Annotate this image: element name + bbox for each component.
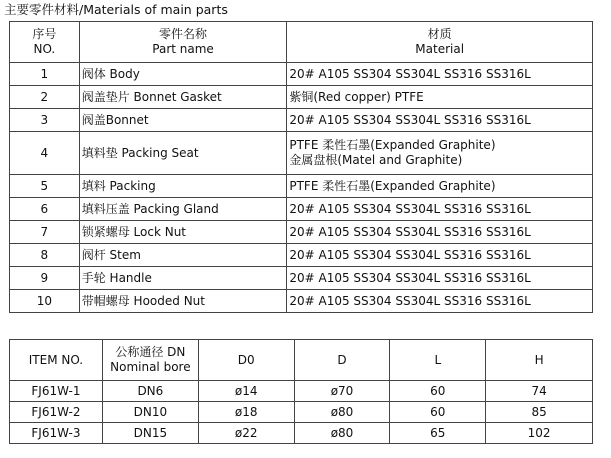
dimension-row — [10, 381, 593, 402]
dimension-row — [10, 402, 593, 423]
header-material-cn: 材质 — [427, 27, 452, 41]
material-row — [10, 267, 593, 290]
material-row — [10, 109, 593, 132]
header-dn-en: Nominal bore — [110, 360, 191, 374]
material-text: PTFE 柔性石墨(Expanded Graphite) — [289, 138, 496, 152]
part-name: 阀杆 Stem — [79, 244, 287, 267]
material-text: 20# A105 SS304 SS304L SS316 SS316L — [289, 247, 531, 262]
material-text: PTFE 柔性石墨(Expanded Graphite) — [289, 178, 496, 193]
material-row — [10, 86, 593, 109]
section-heading: 主要零件材料/Materials of main parts — [4, 2, 228, 17]
header-h: H — [486, 340, 593, 381]
part-name: 填料 Packing — [79, 175, 287, 198]
cell-h: 74 — [486, 381, 593, 402]
row-number: 1 — [10, 63, 80, 86]
material-cell — [287, 175, 593, 198]
material-row — [10, 63, 593, 86]
cell-d0: ø14 — [198, 381, 294, 402]
header-no-en: NO. — [33, 42, 56, 56]
cell-dn: DN15 — [102, 423, 198, 444]
row-number: 2 — [10, 86, 80, 109]
part-name: 填料垫 Packing Seat — [79, 132, 287, 175]
material-cell — [287, 244, 593, 267]
material-row — [10, 244, 593, 267]
material-text: 金属盘根(Matel and Graphite) — [289, 153, 463, 167]
material-cell — [287, 109, 593, 132]
header-d: D — [294, 340, 390, 381]
material-row — [10, 132, 593, 175]
part-name: 阀体 Body — [79, 63, 287, 86]
cell-d0: ø22 — [198, 423, 294, 444]
cell-l: 65 — [390, 423, 486, 444]
header-part-cn: 零件名称 — [159, 27, 208, 41]
dimension-row — [10, 423, 593, 444]
material-cell — [287, 198, 593, 221]
part-name: 阀盖垫片 Bonnet Gasket — [79, 86, 287, 109]
cell-item: FJ61W-1 — [10, 381, 103, 402]
material-cell — [287, 63, 593, 86]
materials-table — [9, 21, 593, 313]
row-number: 5 — [10, 175, 80, 198]
row-number: 10 — [10, 290, 80, 313]
cell-h: 102 — [486, 423, 593, 444]
material-cell — [287, 221, 593, 244]
cell-d: ø80 — [294, 402, 390, 423]
material-text: 20# A105 SS304 SS304L SS316 SS316L — [289, 66, 531, 81]
material-text: 20# A105 SS304 SS304L SS316 SS316L — [289, 270, 531, 285]
header-material-en: Material — [415, 42, 465, 56]
material-row — [10, 221, 593, 244]
cell-item: FJ61W-2 — [10, 402, 103, 423]
header-part-en: Part name — [152, 42, 214, 56]
header-item-no: ITEM NO. — [10, 340, 103, 381]
header-part-name — [79, 22, 287, 63]
material-text: 紫铜(Red copper) PTFE — [289, 89, 424, 104]
cell-h: 85 — [486, 402, 593, 423]
part-name: 阀盖Bonnet — [79, 109, 287, 132]
material-cell — [287, 290, 593, 313]
cell-d0: ø18 — [198, 402, 294, 423]
header-l: L — [390, 340, 486, 381]
part-name: 手轮 Handle — [79, 267, 287, 290]
header-no-cn: 序号 — [32, 27, 57, 41]
material-cell — [287, 86, 593, 109]
cell-l: 60 — [390, 381, 486, 402]
part-name: 带帽螺母 Hooded Nut — [79, 290, 287, 313]
dimensions-table — [9, 339, 593, 444]
row-number: 3 — [10, 109, 80, 132]
cell-dn: DN10 — [102, 402, 198, 423]
header-d0: D0 — [198, 340, 294, 381]
row-number: 4 — [10, 132, 80, 175]
header-dn-cn: 公称通径 DN — [115, 345, 186, 359]
part-name: 填料压盖 Packing Gland — [79, 198, 287, 221]
cell-item: FJ61W-3 — [10, 423, 103, 444]
cell-dn: DN6 — [102, 381, 198, 402]
row-number: 9 — [10, 267, 80, 290]
row-number: 6 — [10, 198, 80, 221]
material-row — [10, 198, 593, 221]
material-row — [10, 290, 593, 313]
materials-header-row — [10, 22, 593, 63]
material-text: 20# A105 SS304 SS304L SS316 SS316L — [289, 224, 531, 239]
header-nominal-bore — [102, 340, 198, 381]
material-row — [10, 175, 593, 198]
cell-d: ø70 — [294, 381, 390, 402]
dimensions-header-row — [10, 340, 593, 381]
row-number: 8 — [10, 244, 80, 267]
part-name: 锁紧螺母 Lock Nut — [79, 221, 287, 244]
header-no — [10, 22, 80, 63]
material-text: 20# A105 SS304 SS304L SS316 SS316L — [289, 112, 531, 127]
material-text: 20# A105 SS304 SS304L SS316 SS316L — [289, 201, 531, 216]
cell-d: ø80 — [294, 423, 390, 444]
material-text: 20# A105 SS304 SS304L SS316 SS316L — [289, 293, 531, 308]
material-cell — [287, 132, 593, 175]
header-material — [287, 22, 593, 63]
row-number: 7 — [10, 221, 80, 244]
material-cell — [287, 267, 593, 290]
cell-l: 60 — [390, 402, 486, 423]
